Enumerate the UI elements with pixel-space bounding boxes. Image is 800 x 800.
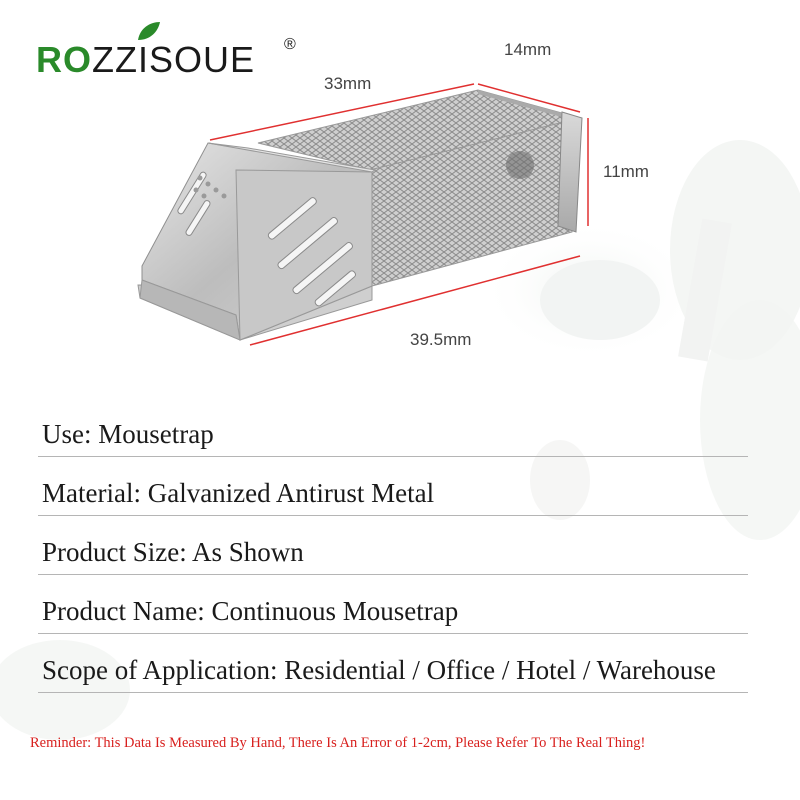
measurement-reminder: Reminder: This Data Is Measured By Hand, There Is An Error of 1-2cm, Please Refer To The Real Thing! (30, 735, 646, 751)
spec-label: Product Name: Continuous Mousetrap (42, 596, 459, 626)
dimension-width: 14mm (504, 40, 552, 59)
spec-row-name (38, 592, 748, 634)
spec-row-use (38, 415, 748, 457)
registered-mark: ® (284, 36, 296, 53)
spec-label: Material: Galvanized Antirust Metal (42, 478, 435, 508)
spec-label: Scope of Application: Residential / Office / Hotel / Warehouse (42, 655, 716, 685)
dimension-length-top: 33mm (324, 74, 372, 93)
brand-logo-mark: RO (36, 39, 92, 80)
dimension-height: 11mm (603, 162, 649, 181)
brand-logo-rest: ZZISOUE (92, 39, 256, 80)
spec-row-size (38, 533, 748, 575)
spec-label: Product Size: As Shown (42, 537, 304, 567)
dimension-length-bottom: 39.5mm (410, 330, 472, 349)
spec-row-scope (38, 651, 748, 693)
spec-label: Use: Mousetrap (42, 419, 214, 449)
mousetrap-image (0, 0, 800, 360)
spec-row-material (38, 474, 748, 516)
